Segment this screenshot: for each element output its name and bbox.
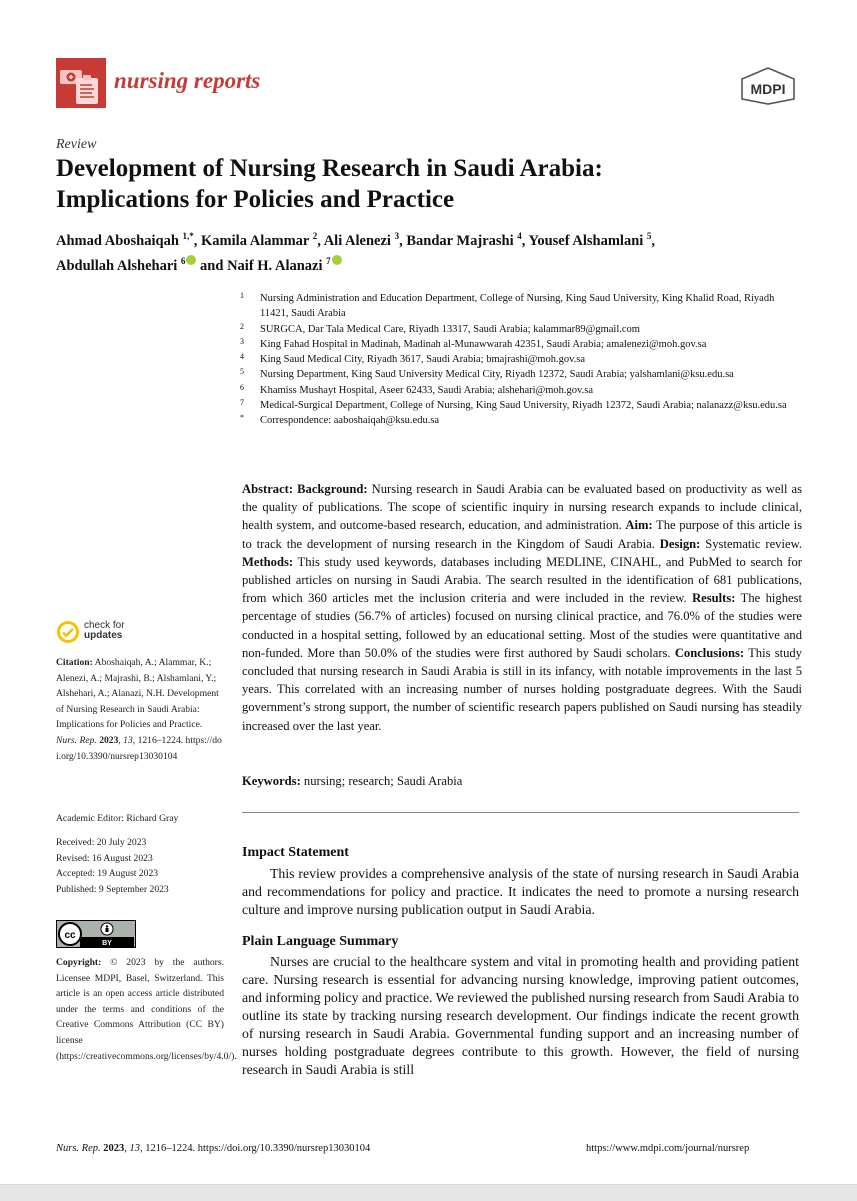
footer-citation: Nurs. Rep. 2023, 13, 1216–1224. https://doi.org/10.3390/nursrep13030104: [56, 1143, 371, 1154]
citation-block: Citation: Aboshaiqah, A.; Alammar, K.; Alenezi, A.; Majrashi, B.; Alshamlani, Y.; Alshehari, A.; Alanazi, N.H. Development of Nursing Research in Saudi Arabia: Implications for Policies and Practice. Nurs. Rep. 2023, 13, 1216–1224. https://doi.org/10.3390/nursrep13030104: [56, 657, 222, 762]
received-date: Received: 20 July 2023: [56, 837, 147, 848]
cc-by-badge[interactable]: [56, 920, 136, 948]
author-name: Kamila Alammar: [201, 232, 313, 249]
copyright-block: [56, 955, 237, 1064]
affiliation-number: 5: [240, 367, 244, 377]
aim-text: The purpose of this article is to track the development of nursing research in the Kingdom of Saudi Arabia.: [242, 518, 803, 551]
footer-journal: Nurs. Rep.: [56, 1143, 101, 1154]
background-text: Nursing research in Saudi Arabia can be evaluated based on productivity as well as the quality of publications. The scope of scientific inquiry in nursing research expands to include clinical, health system, and outcome-based research, education, and administration.: [242, 482, 803, 533]
affiliation-text: Medical-Surgical Department, College of Nursing, King Saud University, Riyadh 12372, Saudi Arabia; nalanazz@ksu.edu.sa: [260, 400, 787, 412]
author-separator: ,: [521, 232, 529, 249]
author-affiliation-marker: 5: [646, 231, 652, 241]
affiliation-item: [240, 337, 800, 352]
author-separator: ,: [399, 232, 407, 249]
footer-volume: 13: [129, 1143, 140, 1154]
accepted-date: Accepted: 19 August 2023: [56, 868, 159, 880]
author-name: Naif H. Alanazi: [227, 257, 327, 274]
history-dates: [56, 835, 224, 897]
title-line-2: Implications for Policies and Practice: [56, 186, 455, 213]
affiliation-text: Nursing Department, King Saud University Medical City, Riyadh 12372, Saudi Arabia; yalshamlani@ksu.edu.sa: [260, 369, 734, 381]
check-line-1: check for: [84, 620, 125, 631]
affiliation-text: Correspondence: aaboshaiqah@ksu.edu.sa: [260, 415, 440, 427]
aim-label: Aim:: [625, 518, 653, 533]
publisher-name: MDPI: [750, 81, 786, 97]
affiliation-item: [240, 413, 800, 428]
impact-text: This review provides a comprehensive analysis of the state of nursing research in Saudi Arabia and recommendations for policy and practice. It indicates the need to promote a nursing research culture and improve nursing publication output in Saudi Arabia.: [242, 866, 799, 917]
design-text: Systematic review.: [705, 536, 802, 551]
affiliation-item: [240, 383, 800, 398]
published-date: Published: 9 September 2023: [56, 883, 169, 895]
check-line-2: updates: [84, 630, 123, 641]
footer-year: 2023: [103, 1143, 125, 1154]
affiliation-text: Nursing Administration and Education Department, College of Nursing, King Saud University, King Khalid Road, Riyadh 11421, Saudi Arabia: [260, 293, 775, 320]
citation-year: 2023: [99, 734, 119, 746]
revised-date: Revised: 16 August 2023: [56, 852, 153, 864]
author-separator: ,: [651, 232, 656, 249]
page-bottom-edge: [0, 1184, 857, 1201]
affiliation-number: 2: [240, 321, 244, 331]
design-label: Design:: [659, 536, 701, 551]
clipboard-icon: [56, 58, 106, 108]
orcid-icon[interactable]: [186, 255, 196, 265]
summary-text: Nurses are crucial to the healthcare system and vital in promoting health and providing patient care. Nursing research is essential for advancing nursing knowledge, improving patient outcomes, and informing policy and practice. We reviewed the published nursing research from Saudi Arabia to outline its state by tracking nursing research development. Our findings indicate the recent growth of nursing research in Saudi Arabia. Governmental funding support and an increasing number of nurses holding postgraduate degrees contribute to this growth. However, the field of nursing research in Saudi Arabia is still: [242, 954, 799, 1077]
impact-heading: Impact Statement: [242, 845, 349, 860]
affiliation-number: *: [240, 413, 244, 423]
article-type: Review: [56, 137, 97, 152]
journal-logo: [56, 58, 106, 108]
results-text: The highest percentage of studies (56.7% of articles) focused on nursing clinical practice, and 76.0% of the studies were conducted in a hospital setting, followed by an educational setting. Most of the studies were quantitative and non-funded. More than 50.0% of the studies were first authored by Saudi scholars.: [242, 591, 803, 660]
affiliation-item: [240, 322, 800, 337]
author-separator: ,: [317, 232, 324, 249]
journal-name: nursing reports: [114, 68, 261, 93]
affiliation-number: 7: [240, 398, 244, 408]
author-name: Ahmad Aboshaiqah: [56, 232, 183, 249]
citation-volume: 13: [123, 734, 133, 746]
svg-text:cc: cc: [64, 930, 76, 941]
author-name: Yousef Alshamlani: [528, 232, 647, 249]
check-for-updates[interactable]: [84, 621, 125, 641]
citation-pages: , 1216–1224.: [132, 734, 184, 746]
cc-by-label: BY: [102, 940, 112, 947]
author-affiliation-marker: 2: [312, 231, 318, 241]
affiliation-text: Khamiss Mushayt Hospital, Aseer 62433, Saudi Arabia; alshehari@moh.gov.sa: [260, 384, 593, 396]
affiliation-item: [240, 352, 800, 367]
background-label: Background:: [297, 482, 368, 496]
title-line-1: Development of Nursing Research in Saudi Arabia:: [56, 155, 603, 182]
conclusions-label: Conclusions:: [674, 645, 745, 660]
affiliation-text: SURGCA, Dar Tala Medical Care, Riyadh 13317, Saudi Arabia; kalammar89@gmail.com: [260, 323, 640, 335]
publisher-logo: [738, 66, 798, 106]
affiliation-number: 1: [240, 291, 244, 300]
affiliation-number: 4: [240, 352, 244, 362]
conclusions-text: This study concluded that nursing research in Saudi Arabia is still in its infancy, with notable improvements in the last 5 years. This correlated with an increasing number of nurses holding postgraduate degrees. With the Saudi government’s strong support, the number of scientific research papers published on Saudi nursing has steadily increased over the last year.: [242, 645, 802, 733]
academic-editor: Academic Editor: Richard Gray: [56, 813, 179, 824]
citation-text: Aboshaiqah, A.; Alammar, K.; Alenezi, A.; Majrashi, B.; Alshamlani, Y.; Alshehari, A.; Alanazi, N.H. Development of Nursing Research in Saudi Arabia: Implications for Policies and Practice.: [56, 657, 219, 731]
section-divider: [242, 812, 799, 813]
author-affiliation-marker: 7: [326, 255, 331, 266]
author-affiliation-marker: 6: [180, 255, 186, 266]
affiliation-item: [240, 398, 800, 413]
orcid-icon[interactable]: [332, 255, 342, 265]
results-label: Results:: [692, 591, 736, 606]
check-for-updates-icon[interactable]: [56, 620, 80, 644]
affiliation-number: 6: [240, 382, 244, 392]
affiliation-item: [240, 291, 800, 322]
keywords-label: Keywords:: [242, 774, 301, 788]
citation-doi-link[interactable]: https://doi.org/10.3390/nursrep13030104: [56, 734, 222, 762]
affiliation-item: [240, 367, 800, 382]
methods-label: Methods:: [242, 554, 294, 569]
author-line-2: [56, 251, 816, 276]
author-separator: ,: [193, 232, 202, 249]
author-affiliation-marker: 1,*: [182, 231, 194, 241]
article-title: [56, 153, 776, 215]
copyright-text: © 2023 by the authors. Licensee MDPI, Basel, Switzerland. This article is an open access article distributed under the terms and conditions of the Creative Commons Attribution (CC BY) license (https://creativecommons.org/licenses/by/4.0/).: [56, 957, 237, 1062]
author-affiliation-marker: 3: [394, 231, 400, 241]
methods-text: This study used keywords, databases including MEDLINE, CINAHL, and PubMed to search for published articles on nursing in Saudi Arabia. The search resulted in the identification of 681 publications, from which 360 articles met the inclusion criteria and were included in the review.: [242, 554, 802, 606]
footer-doi[interactable]: , 1216–1224. https://doi.org/10.3390/nursrep13030104: [140, 1143, 371, 1154]
keywords: [242, 774, 462, 789]
author-line-1: [56, 226, 816, 251]
author-name: Ali Alenezi: [323, 232, 395, 249]
summary-heading: Plain Language Summary: [242, 934, 399, 949]
author-name: Bandar Majrashi: [406, 232, 518, 249]
author-separator: and: [196, 257, 228, 274]
keywords-text: nursing; research; Saudi Arabia: [303, 774, 463, 788]
affiliation-number: 3: [240, 336, 244, 346]
footer-journal-url[interactable]: https://www.mdpi.com/journal/nursrep: [586, 1143, 750, 1154]
abstract-label: Abstract:: [242, 482, 294, 496]
author-list: [56, 226, 816, 276]
abstract: [242, 480, 802, 735]
author-name: Abdullah Alshehari: [56, 257, 181, 274]
affiliation-text: King Saud Medical City, Riyadh 3617, Saudi Arabia; bmajrashi@moh.gov.sa: [260, 354, 586, 366]
copyright-label: Copyright:: [56, 957, 102, 968]
author-affiliation-marker: 4: [517, 231, 522, 241]
citation-journal: Nurs. Rep.: [56, 734, 97, 746]
affiliation-text: King Fahad Hospital in Madinah, Madinah al-Munawwarah 42351, Saudi Arabia; amalenezi@moh.gov.sa: [260, 338, 707, 350]
affiliations: [240, 291, 800, 429]
citation-label: Citation:: [56, 657, 93, 668]
